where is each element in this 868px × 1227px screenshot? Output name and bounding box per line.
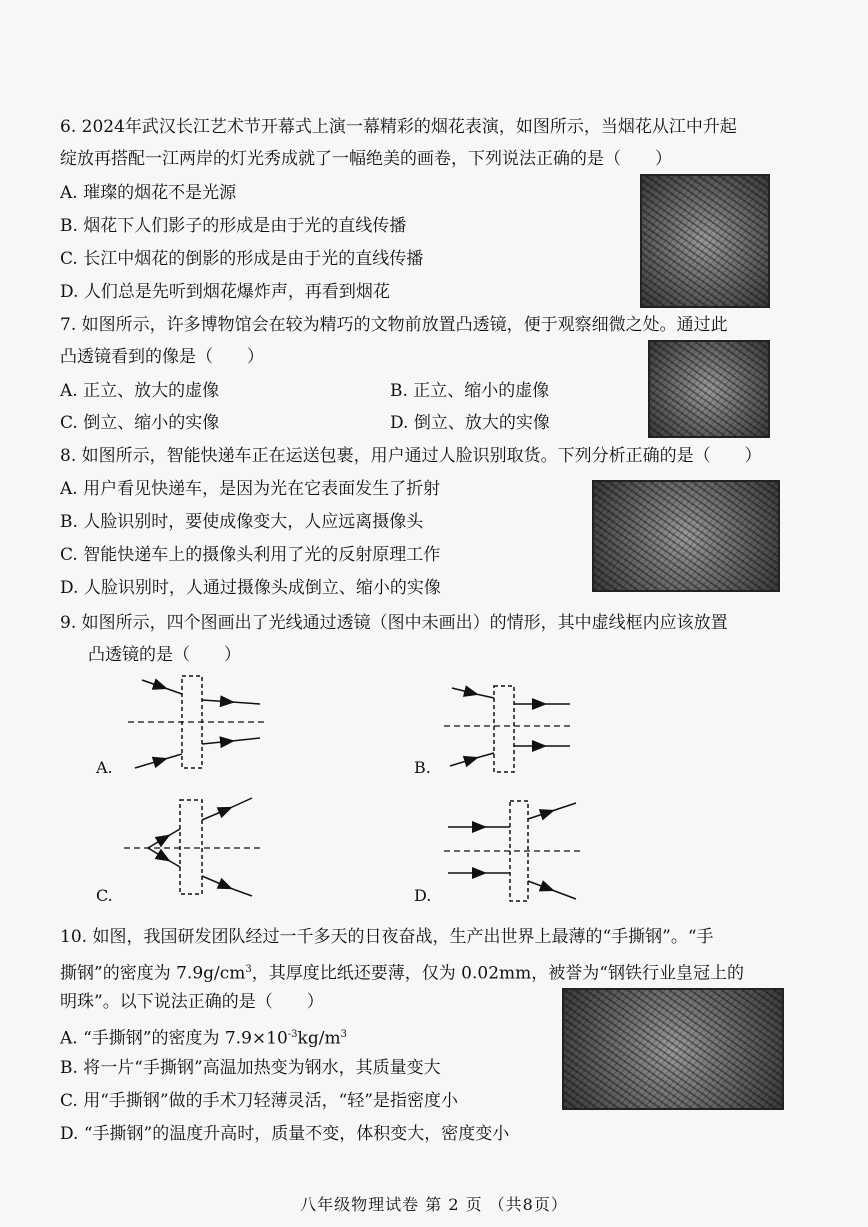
q10-stem-line2-b: ，其厚度比纸还要薄，仅为 0.02mm，被誉为“钢铁行业皇冠上的 <box>251 963 744 984</box>
q9-label-d: D. <box>414 886 432 905</box>
q7-magnifier-photo <box>648 340 770 438</box>
q6-option-a: A. 璀璨的烟花不是光源 <box>60 183 237 203</box>
q7-option-c: C. 倒立、缩小的实像 <box>60 413 220 433</box>
q9-stem-line1: 9. 如图所示，四个图画出了光线通过透镜（图中未画出）的情形，其中虚线框内应该放置 <box>60 613 728 633</box>
q10-steel-foil-photo <box>562 988 784 1110</box>
q10-option-c: C. 用“手撕钢”做的手术刀轻薄灵活，“轻”是指密度小 <box>60 1091 458 1111</box>
q9-figure-c <box>120 790 280 900</box>
q10-option-a-text: A. “手撕钢”的密度为 7.9×10 <box>60 1028 288 1049</box>
q8-stem-line1: 8. 如图所示，智能快递车正在运送包裹，用户通过人脸识别取货。下列分析正确的是（ ） <box>60 446 762 466</box>
q7-stem-line2: 凸透镜看到的像是（ ） <box>60 347 264 367</box>
q10-option-a <box>60 1024 347 1050</box>
q7-option-d: D. 倒立、放大的实像 <box>390 413 550 433</box>
q8-option-d: D. 人脸识别时，人通过摄像头成倒立、缩小的实像 <box>60 578 441 598</box>
q10-option-d: D. “手撕钢”的温度升高时，质量不变，体积变大，密度变小 <box>60 1124 510 1144</box>
q6-fireworks-photo <box>640 174 770 308</box>
q8-option-b: B. 人脸识别时，要使成像变大，人应远离摄像头 <box>60 512 424 532</box>
q6-option-c: C. 长江中烟花的倒影的形成是由于光的直线传播 <box>60 249 424 269</box>
q10-stem-line1: 10. 如图，我国研发团队经过一千多天的日夜奋战，生产出世界上最薄的“手撕钢”。“手 <box>60 927 714 947</box>
q10-stem-line2-sup: 3 <box>245 964 252 975</box>
q6-option-b: B. 烟花下人们影子的形成是由于光的直线传播 <box>60 216 407 236</box>
q9-figure-d <box>440 795 590 905</box>
q9-label-c: C. <box>96 886 113 905</box>
q8-option-a: A. 用户看见快递车，是因为光在它表面发生了折射 <box>60 479 441 499</box>
q10-option-a-exp: -3 <box>287 1029 298 1040</box>
q10-option-a-unit-exp: 3 <box>340 1029 347 1040</box>
q7-option-b: B. 正立、缩小的虚像 <box>390 381 550 401</box>
q8-option-c: C. 智能快递车上的摄像头利用了光的反射原理工作 <box>60 545 441 565</box>
q6-option-d: D. 人们总是先听到烟花爆炸声，再看到烟花 <box>60 282 390 302</box>
q10-stem-line2 <box>60 959 744 985</box>
q7-option-a: A. 正立、放大的虚像 <box>60 381 220 401</box>
q9-label-a: A. <box>96 758 113 777</box>
q10-stem-line3: 明珠”。以下说法正确的是（ ） <box>60 992 324 1012</box>
q10-option-b: B. 将一片“手撕钢”高温加热变为钢水，其质量变大 <box>60 1058 441 1078</box>
q9-label-b: B. <box>414 758 431 777</box>
q9-figure-b <box>440 682 580 778</box>
q6-stem-line1: 6. 2024年武汉长江艺术节开幕式上演一幕精彩的烟花表演，如图所示，当烟花从江中升起 <box>60 117 737 137</box>
q8-delivery-vehicle-photo <box>592 480 780 592</box>
q10-option-a-unit: kg/m <box>297 1028 341 1049</box>
q9-stem-line2: 凸透镜的是（ ） <box>88 645 241 665</box>
q9-figure-a <box>120 670 280 780</box>
q10-stem-line2-a: 撕钢”的密度为 7.9g/cm <box>60 963 246 984</box>
page-footer: 八年级物理试卷 第 2 页 （共8页） <box>300 1195 568 1214</box>
q7-stem-line1: 7. 如图所示，许多博物馆会在较为精巧的文物前放置凸透镜，便于观察细微之处。通过此 <box>60 315 728 335</box>
q6-stem-line2: 绽放再搭配一江两岸的灯光秀成就了一幅绝美的画卷，下列说法正确的是（ ） <box>60 149 672 169</box>
